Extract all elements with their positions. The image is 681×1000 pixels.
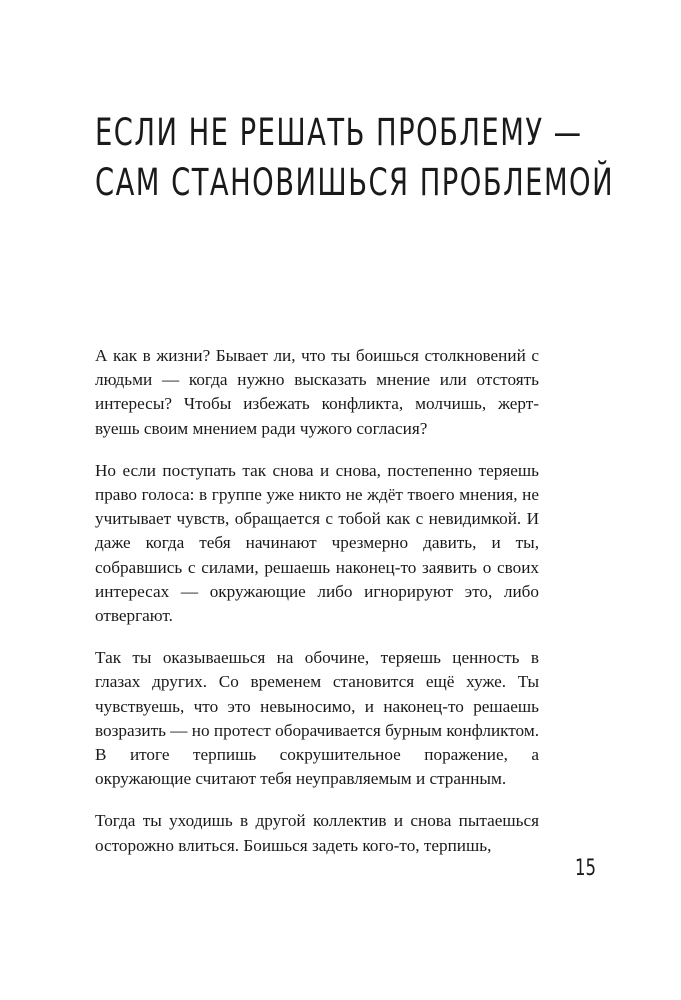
paragraph-1: А как в жизни? Бывает ли, что ты боишься столкновений с людьми — когда нужно высказать мнение или отстоять интересы? Чтобы избежать конфликта, молчишь, жертвуешь своим мнением ради чужого согласия?	[95, 346, 539, 438]
paragraph-2: Но если поступать так снова и снова, постепенно теряешь право голоса: в группе уже никто не ждёт твоего мнения, не учитывает чувств, обращается с тобой как с невидимкой. И даже когда тебя начинают чрезмерно давить, и ты, собравшись с силами, решаешь наконец-то заявить о своих интересах — окружающие либо игнорируют это, либо отвергают.	[95, 460, 539, 626]
paragraph-4: Тогда ты уходишь в другой коллектив и снова пытаешься осторожно влиться. Боишься задеть кого-то, терпишь,	[95, 811, 539, 855]
body-text	[95, 344, 539, 876]
page-number: 15	[575, 856, 596, 881]
paragraph-3: Так ты оказываешься на обочине, теряешь ценность в глазах других. Со временем становится ещё хуже. Ты чувствуешь, что это невыносимо, и наконец-то решаешь возразить — но протест оборачивается бурным конфликтом. В итоге терпишь сокрушительное поражение, а окружающие считают тебя неуправляемым и странным.	[95, 648, 539, 789]
chapter-title	[95, 108, 615, 208]
chapter-title-line-1: ЕСЛИ НЕ РЕШАТЬ ПРОБЛЕМУ —	[95, 111, 583, 154]
chapter-title-line-2: САМ СТАНОВИШЬСЯ ПРОБЛЕМОЙ	[95, 161, 615, 204]
